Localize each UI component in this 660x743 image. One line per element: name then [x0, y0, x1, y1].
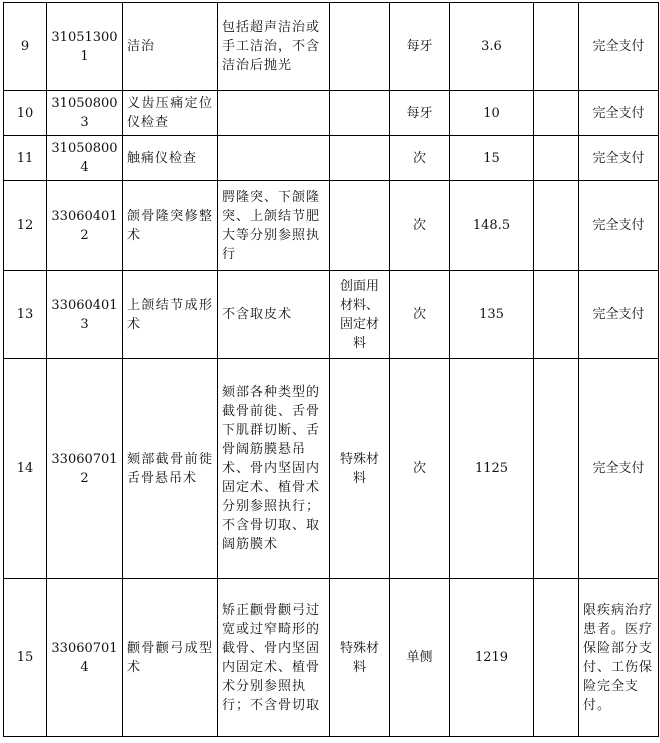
table-row — [4, 359, 659, 579]
row-number: 11 — [4, 136, 47, 181]
item-name: 义齿压痛定位仪检查 — [123, 91, 218, 136]
item-except: 创面用材料、固定材料 — [330, 271, 390, 359]
item-extra — [534, 91, 579, 136]
item-content: 不含取皮术 — [218, 271, 330, 359]
item-name: 上颌结节成形术 — [123, 271, 218, 359]
item-code: 310508004 — [47, 136, 123, 181]
item-code: 330607012 — [47, 359, 123, 579]
item-note: 完全支付 — [579, 136, 659, 181]
item-unit: 每牙 — [390, 3, 450, 91]
item-price: 10 — [450, 91, 534, 136]
item-content: 包括超声洁治或手工洁治，不含洁治后抛光 — [218, 3, 330, 91]
item-content: 矫正颧骨颧弓过宽或过窄畸形的截骨、骨内坚固内固定术、植骨术分别参照执行；不含骨切取 — [218, 579, 330, 737]
item-except — [330, 181, 390, 271]
item-note: 完全支付 — [579, 181, 659, 271]
table-row — [4, 91, 659, 136]
row-number: 14 — [4, 359, 47, 579]
table-row — [4, 136, 659, 181]
item-unit: 次 — [390, 271, 450, 359]
row-number: 10 — [4, 91, 47, 136]
item-note: 完全支付 — [579, 271, 659, 359]
item-price: 148.5 — [450, 181, 534, 271]
item-extra — [534, 136, 579, 181]
item-except: 特殊材料 — [330, 359, 390, 579]
item-unit: 次 — [390, 181, 450, 271]
item-code: 330607014 — [47, 579, 123, 737]
item-except — [330, 136, 390, 181]
item-extra — [534, 181, 579, 271]
item-except — [330, 91, 390, 136]
item-price: 135 — [450, 271, 534, 359]
item-content: 颏部各种类型的截骨前徙、舌骨下肌群切断、舌骨阔筋膜悬吊术、骨内坚固内固定术、植骨术分别参照执行；不含骨切取、取阔筋膜术 — [218, 359, 330, 579]
item-extra — [534, 579, 579, 737]
item-content — [218, 91, 330, 136]
item-price: 1125 — [450, 359, 534, 579]
item-name: 颏部截骨前徙舌骨悬吊术 — [123, 359, 218, 579]
item-note: 完全支付 — [579, 3, 659, 91]
item-price: 15 — [450, 136, 534, 181]
table-row — [4, 579, 659, 737]
item-name: 颌骨隆突修整术 — [123, 181, 218, 271]
item-price: 3.6 — [450, 3, 534, 91]
item-extra — [534, 359, 579, 579]
item-except — [330, 3, 390, 91]
item-unit: 单侧 — [390, 579, 450, 737]
item-content — [218, 136, 330, 181]
item-code: 330604013 — [47, 271, 123, 359]
item-code: 310513001 — [47, 3, 123, 91]
item-name: 触痛仪检查 — [123, 136, 218, 181]
item-note: 完全支付 — [579, 91, 659, 136]
item-code: 330604012 — [47, 181, 123, 271]
item-content: 腭隆突、下颌隆突、上颌结节肥大等分别参照执行 — [218, 181, 330, 271]
item-note: 完全支付 — [579, 359, 659, 579]
item-extra — [534, 271, 579, 359]
item-unit: 每牙 — [390, 91, 450, 136]
item-name: 颧骨颧弓成型术 — [123, 579, 218, 737]
table-row — [4, 3, 659, 91]
table-row — [4, 271, 659, 359]
item-name: 洁治 — [123, 3, 218, 91]
item-unit: 次 — [390, 136, 450, 181]
table-row — [4, 181, 659, 271]
item-price: 1219 — [450, 579, 534, 737]
row-number: 9 — [4, 3, 47, 91]
row-number: 12 — [4, 181, 47, 271]
item-code: 310508003 — [47, 91, 123, 136]
item-except: 特殊材料 — [330, 579, 390, 737]
item-note: 限疾病治疗患者。医疗保险部分支付、工伤保险完全支付。 — [579, 579, 659, 737]
row-number: 15 — [4, 579, 47, 737]
item-unit: 次 — [390, 359, 450, 579]
row-number: 13 — [4, 271, 47, 359]
item-extra — [534, 3, 579, 91]
fee-table — [3, 2, 659, 737]
